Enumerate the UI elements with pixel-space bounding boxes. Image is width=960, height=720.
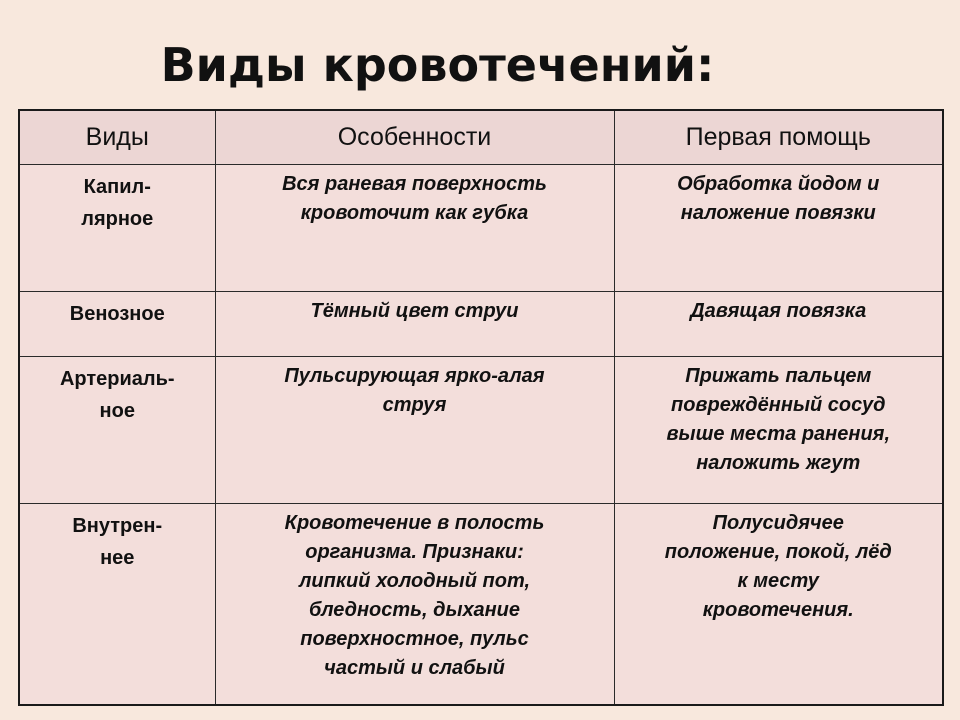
- aid-line: Полусидячее: [712, 512, 844, 534]
- feature-cell: [215, 504, 614, 706]
- feature-line: организма. Признаки:: [305, 541, 524, 563]
- first-aid-cell: [614, 292, 943, 357]
- kind-line: Внутрен-: [72, 515, 163, 537]
- aid-line: Обработка йодом и: [677, 173, 880, 195]
- aid-line: наложение повязки: [680, 202, 876, 224]
- aid-line: Давящая повязка: [690, 300, 867, 322]
- feature-cell: [215, 165, 614, 292]
- feature-line: Тёмный цвет струи: [310, 300, 519, 322]
- kind-cell: [19, 504, 215, 706]
- kind-cell: [19, 357, 215, 504]
- table-row: [19, 292, 943, 357]
- feature-cell: [215, 292, 614, 357]
- aid-line: положение, покой, лёд: [664, 541, 892, 563]
- aid-line: повреждённый сосуд: [670, 394, 886, 416]
- first-aid-cell: [614, 504, 943, 706]
- feature-line: частый и слабый: [324, 657, 505, 679]
- header-kinds: Виды: [19, 110, 215, 165]
- bleeding-types-table: [18, 109, 942, 679]
- kind-line: ное: [99, 400, 135, 422]
- kind-line: лярное: [81, 208, 154, 230]
- aid-line: наложить жгут: [696, 452, 861, 474]
- aid-line: к месту: [737, 570, 819, 592]
- feature-line: поверхностное, пульс: [300, 628, 529, 650]
- feature-line: Вся раневая поверхность: [282, 173, 547, 195]
- feature-cell: [215, 357, 614, 504]
- header-features: Особенности: [215, 110, 614, 165]
- first-aid-cell: [614, 357, 943, 504]
- header-first-aid: Первая помощь: [614, 110, 943, 165]
- table-row: [19, 165, 943, 292]
- kind-line: Венозное: [69, 303, 165, 325]
- aid-line: выше места ранения,: [666, 423, 891, 445]
- kind-cell: [19, 165, 215, 292]
- table-header-row: [19, 110, 943, 165]
- feature-line: Кровотечение в полость: [284, 512, 545, 534]
- table: [18, 109, 944, 706]
- first-aid-cell: [614, 165, 943, 292]
- page-title: Виды кровотечений:: [160, 38, 715, 92]
- feature-line: липкий холодный пот,: [298, 570, 531, 592]
- table-row: [19, 504, 943, 706]
- kind-cell: [19, 292, 215, 357]
- feature-line: бледность, дыхание: [308, 599, 521, 621]
- table-row: [19, 357, 943, 504]
- feature-line: струя: [382, 394, 447, 416]
- aid-line: Прижать пальцем: [685, 365, 872, 387]
- feature-line: Пульсирующая ярко-алая: [284, 365, 545, 387]
- kind-line: нее: [100, 547, 135, 569]
- kind-line: Артериаль-: [59, 368, 175, 390]
- kind-line: Капил-: [83, 176, 151, 198]
- feature-line: кровоточит как губка: [300, 202, 529, 224]
- aid-line: кровотечения.: [702, 599, 854, 621]
